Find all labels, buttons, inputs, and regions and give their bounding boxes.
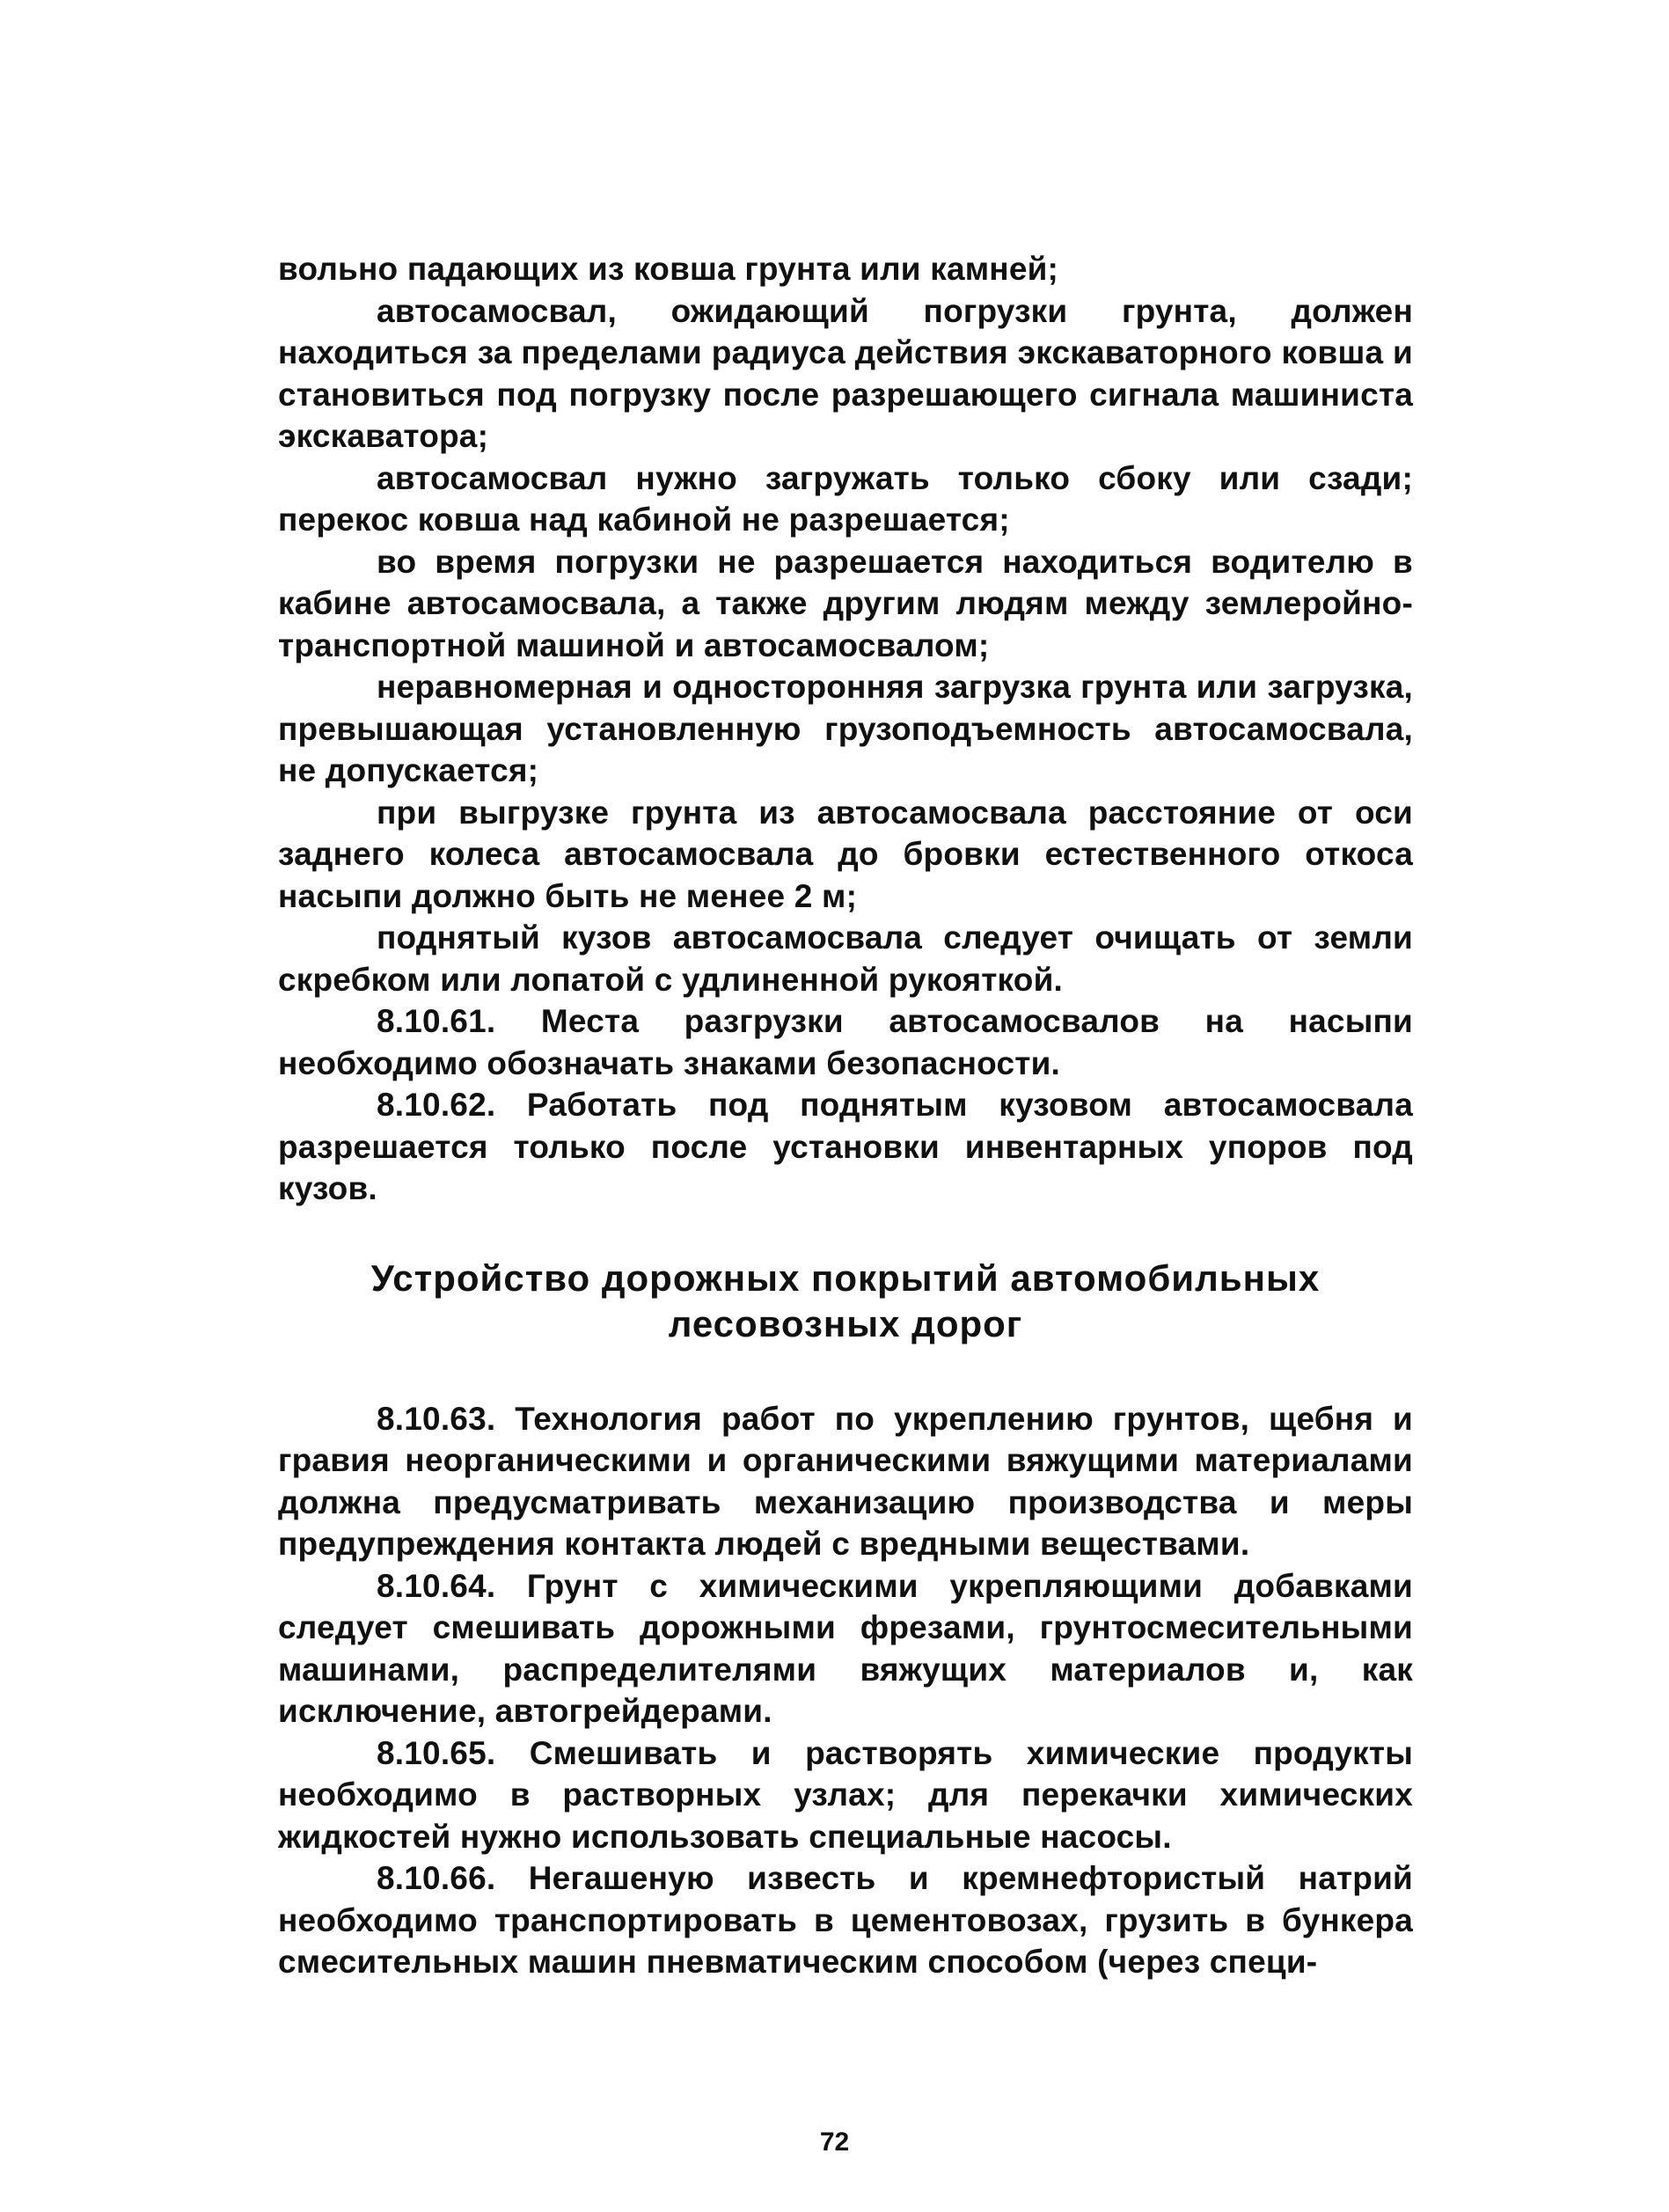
paragraph: при выгрузке грунта из автосамосвала расстояние от оси заднего колеса автосамосвала до бровки естественного откоса насыпи должно быть не менее 2 м; xyxy=(278,794,1413,914)
paragraph: 8.10.65. Смешивать и растворять химические продукты необходимо в растворных узлах; для перекачки химических жидкостей нужно использовать специальные насосы. xyxy=(278,1734,1413,1855)
paragraph: 8.10.61. Места разгрузки автосамосвалов на насыпи необходимо обозначать знаками безопасности. xyxy=(278,1003,1413,1081)
paragraph: неравномерная и односторонняя загрузка грунта или загрузка, превышающая установленную грузоподъемность автосамосвала, не допускается; xyxy=(278,669,1413,788)
page-number: 72 xyxy=(819,2128,850,2157)
paragraph: автосамосвал, ожидающий погрузки грунта, должен находиться за пределами радиуса действия экскаваторного ковша и становиться под погрузку после разрешающего сигнала машиниста экскаватора; xyxy=(278,292,1413,454)
bottom-text-block xyxy=(278,1398,1413,1983)
section-title-line-1: Устройство дорожных покрытий автомобильных xyxy=(370,1256,1321,1299)
paragraph: 8.10.62. Работать под поднятым кузовом автосамосвала разрешается только после установки инвентарных упоров под кузов. xyxy=(278,1087,1413,1206)
paragraph: во время погрузки не разрешается находиться водителю в кабине автосамосвала, а также другим людям между землеройно-транспортной машиной и автосамосвалом; xyxy=(278,543,1413,663)
section-title xyxy=(278,1256,1413,1347)
paragraph: автосамосвал нужно загружать только сбоку или сзади; перекос ковша над кабиной не разрешается; xyxy=(278,459,1413,538)
document-page xyxy=(278,248,1413,1983)
paragraph: 8.10.64. Грунт с химическими укрепляющими добавками следует смешивать дорожными фрезами, грунтосмесительными машинами, распределителями вяжущих материалов и, как исключение, автогрейдерами. xyxy=(278,1567,1413,1729)
paragraph: 8.10.66. Негашеную известь и кремнефтористый натрий необходимо транспортировать в цементовозах, грузить в бункера смесительных машин пневматическим способом (через специ- xyxy=(278,1860,1413,1980)
paragraph: вольно падающих из ковша грунта или камней; xyxy=(278,251,1059,287)
section-title-line-2: лесовозных дорог xyxy=(668,1302,1023,1344)
paragraph: 8.10.63. Технология работ по укреплению грунтов, щебня и гравия неорганическими и органическими вяжущими материалами должна предусматривать механизацию производства и меры предупреждения контакта людей с вредными веществами. xyxy=(278,1400,1413,1562)
top-text-block xyxy=(278,248,1413,1210)
paragraph: поднятый кузов автосамосвала следует очищать от земли скребком или лопатой с удлиненной рукояткой. xyxy=(278,919,1413,998)
